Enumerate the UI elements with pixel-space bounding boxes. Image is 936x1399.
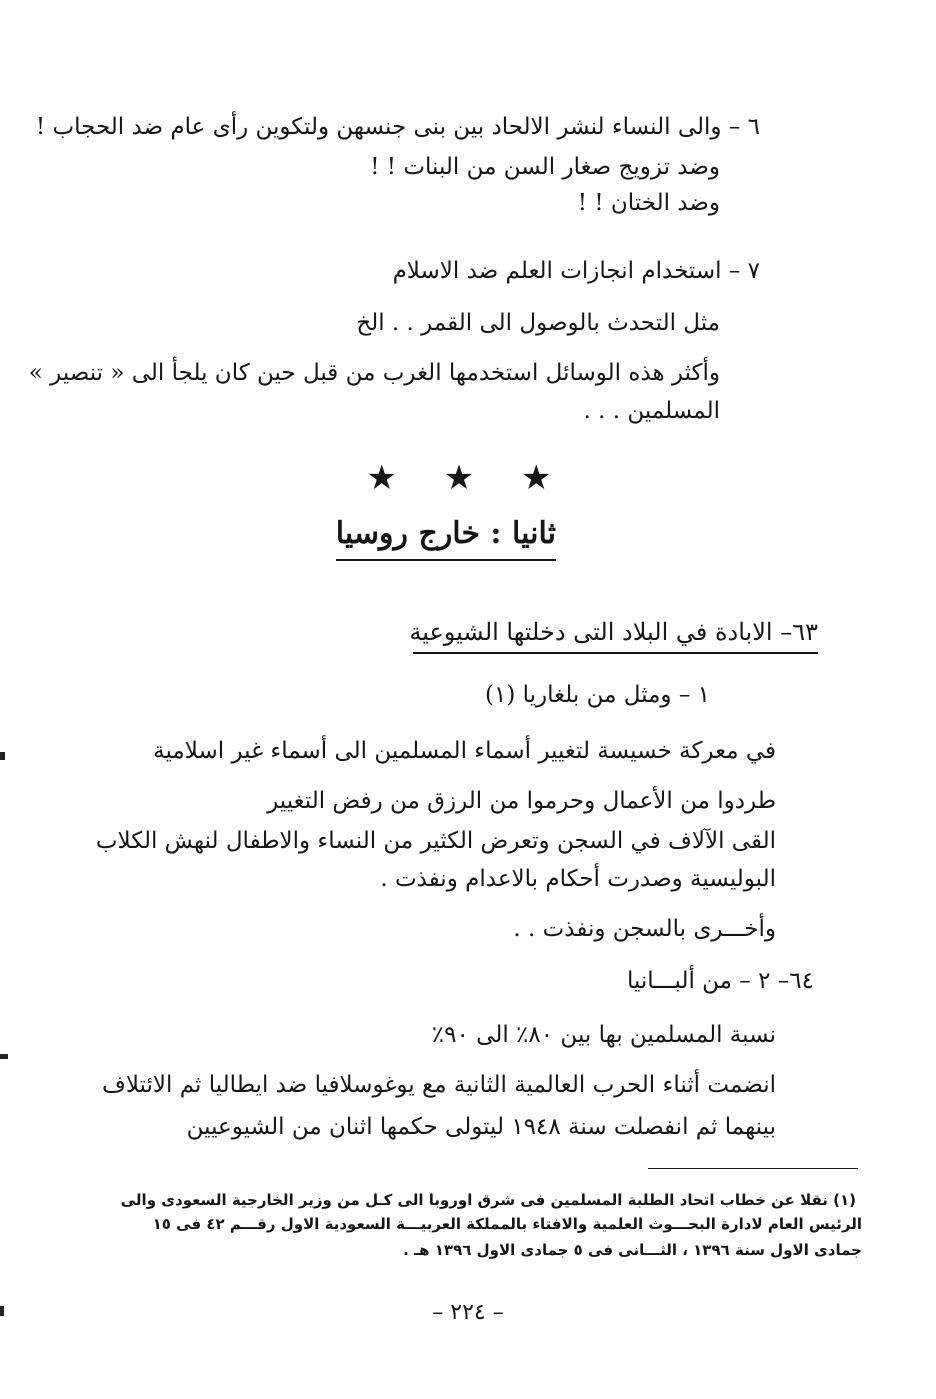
text-line: المسلمين . . . bbox=[583, 398, 720, 424]
text-line: طردوا من الأعمال وحرموا من الرزق من رفض التغيير bbox=[267, 788, 776, 814]
text-line: البوليسية وصدرت أحكام بالاعدام ونفذت . bbox=[380, 866, 776, 892]
footnote-line: (١) نقلا عن خطاب اتحاد الطلبة المسلمين فى شرق اوروبا الى كـل من وزير الخارجية السعودى والى bbox=[120, 1191, 856, 1209]
text-line: مثل التحدث بالوصول الى القمر . . الخ bbox=[356, 310, 720, 336]
text-line: بينهما ثم انفصلت سنة ١٩٤٨ ليتولى حكمها اثنان من الشيوعيين bbox=[186, 1114, 776, 1140]
scan-mark bbox=[0, 1306, 4, 1316]
text-line: ٦٤– ٢ – من ألبـــانيا bbox=[626, 968, 814, 994]
footnote-separator bbox=[648, 1168, 858, 1169]
page-number: – ٢٢٤ – bbox=[432, 1300, 504, 1325]
subsection-title: ٦٣– الابادة في البلاد التى دخلتها الشيوعية bbox=[413, 618, 818, 654]
text-line: ٦ – والى النساء لنشر الالحاد بين بنى جنسهن ولتكوين رأى عام ضد الحجاب ! bbox=[35, 114, 760, 140]
text-line: وضد تزويج صغار السن من البنات ! ! bbox=[370, 154, 720, 180]
footnote-line: الرئيس العام لادارة البحـــوث العلمية والافتاء بالمملكة العربيـــة السعودية الاول رقـــم ٤٢ فى ١٥ bbox=[152, 1215, 862, 1233]
text-line: ٧ – استخدام انجازات العلم ضد الاسلام bbox=[392, 258, 760, 284]
text-line: نسبة المسلمين بها بين ٨٠٪ الى ٩٠٪ bbox=[431, 1022, 776, 1048]
text-line: القى الآلاف في السجن وتعرض الكثير من النساء والاطفال لنهش الكلاب bbox=[95, 828, 776, 854]
scan-mark bbox=[0, 752, 5, 760]
text-line: في معركة خسيسة لتغيير أسماء المسلمين الى أسماء غير اسلامية bbox=[153, 738, 776, 764]
section-divider-stars: ★ ★ ★ bbox=[366, 458, 570, 498]
scan-mark bbox=[0, 1054, 8, 1059]
text-line: ١ – ومثل من بلغاريا (١) bbox=[485, 682, 710, 708]
footnote-line: جمادى الاول سنة ١٣٩٦ ، الثـــانى فى ٥ جمادى الاول ١٣٩٦ هـ . bbox=[403, 1241, 862, 1259]
text-line: وأكثر هذه الوسائل استخدمها الغرب من قبل حين كان يلجأ الى « تنصير » bbox=[28, 360, 720, 386]
text-line: انضمت أثناء الحرب العالمية الثانية مع يوغوسلافيا ضد ايطاليا ثم الائتلاف bbox=[101, 1072, 776, 1098]
text-line: وأخـــرى بالسجن ونفذت . . bbox=[513, 916, 776, 942]
text-line: وضد الختان ! ! bbox=[577, 190, 720, 216]
section-heading: ثانيا : خارج روسيا bbox=[336, 516, 556, 561]
